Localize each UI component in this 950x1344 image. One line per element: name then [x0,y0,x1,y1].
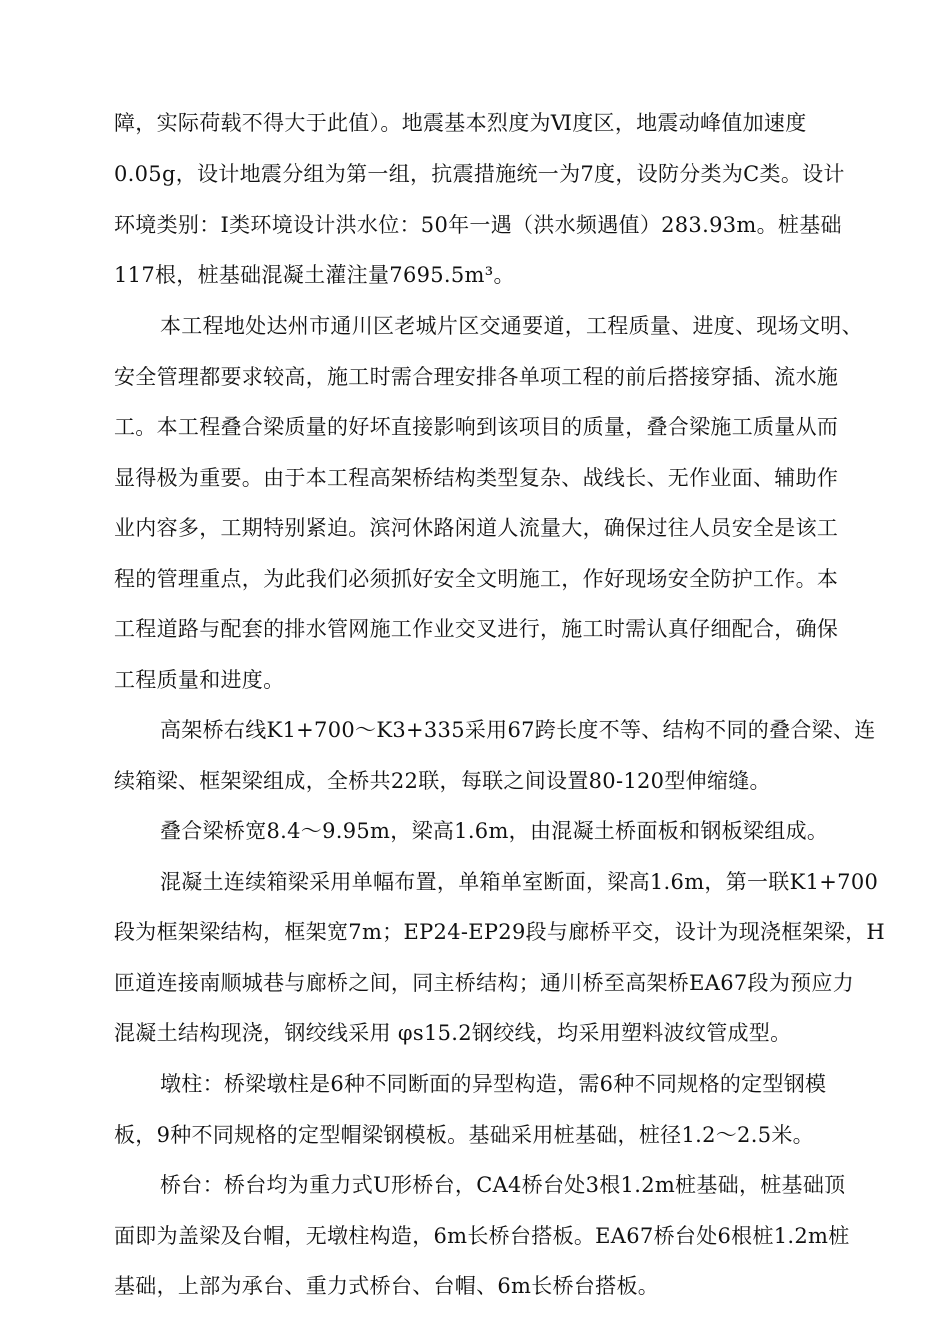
text-line: 0.05g，设计地震分组为第一组，抗震措施统一为7度，设防分类为C类。设计 [114,162,845,186]
text-line: 高架桥右线K1+700～K3+335采用67跨长度不等、结构不同的叠合梁、连 [160,718,876,742]
text-line: 环境类别：Ⅰ类环境设计洪水位：50年一遇（洪水频遇值）283.93m。桩基础 [114,213,842,237]
text-line: 显得极为重要。由于本工程高架桥结构类型复杂、战线长、无作业面、辅助作 [114,466,839,490]
text-line: 117根，桩基础混凝土灌注量7695.5m³。 [114,263,515,287]
text-line: 续箱梁、框架梁组成，全桥共22联，每联之间设置80-120型伸缩缝。 [114,769,771,793]
text-line: 段为框架梁结构，框架宽7m；EP24-EP29段与廊桥平交，设计为现浇框架梁，H [114,920,886,944]
text-line: 混凝土连续箱梁采用单幅布置，单箱单室断面，梁高1.6m，第一联K1+700 [160,870,879,894]
text-line: 业内容多，工期特别紧迫。滨河休路闲道人流量大，确保过往人员安全是该工 [114,516,839,540]
text-line: 桥台：桥台均为重力式U形桥台，CA4桥台处3根1.2m桩基础，桩基础顶 [160,1173,846,1197]
text-line: 混凝土结构现浇，钢绞线采用 φs15.2钢绞线，均采用塑料波纹管成型。 [114,1021,792,1045]
text-line: 障，实际荷载不得大于此值）。地震基本烈度为Ⅵ度区，地震动峰值加速度 [114,111,807,135]
text-line: 基础，上部为承台、重力式桥台、台帽、6m长桥台搭板。 [114,1274,660,1298]
text-line: 面即为盖梁及台帽，无墩柱构造，6m长桥台搭板。EA67桥台处6根桩1.2m桩 [114,1224,850,1248]
text-line: 叠合梁桥宽8.4～9.95m，梁高1.6m，由混凝土桥面板和钢板梁组成。 [160,819,829,843]
text-line: 墩柱：桥梁墩柱是6种不同断面的异型构造，需6种不同规格的定型钢模 [160,1072,827,1096]
text-line: 匝道连接南顺城巷与廊桥之间，同主桥结构；通川桥至高架桥EA67段为预应力 [114,971,855,995]
text-line: 安全管理都要求较高，施工时需合理安排各单项工程的前后搭接穿插、流水施 [114,365,839,389]
text-line: 工程道路与配套的排水管网施工作业交叉进行，施工时需认真仔细配合，确保 [114,617,839,641]
text-line: 工。本工程叠合梁质量的好坏直接影响到该项目的质量，叠合梁施工质量从而 [114,415,839,439]
text-line: 本工程地处达州市通川区老城片区交通要道，工程质量、进度、现场文明、 [160,314,863,338]
text-line: 工程质量和进度。 [114,668,285,692]
text-line: 板，9种不同规格的定型帽梁钢模板。基础采用桩基础，桩径1.2～2.5米。 [114,1123,814,1147]
text-line: 程的管理重点，为此我们必须抓好安全文明施工，作好现场安全防护工作。本 [114,567,839,591]
